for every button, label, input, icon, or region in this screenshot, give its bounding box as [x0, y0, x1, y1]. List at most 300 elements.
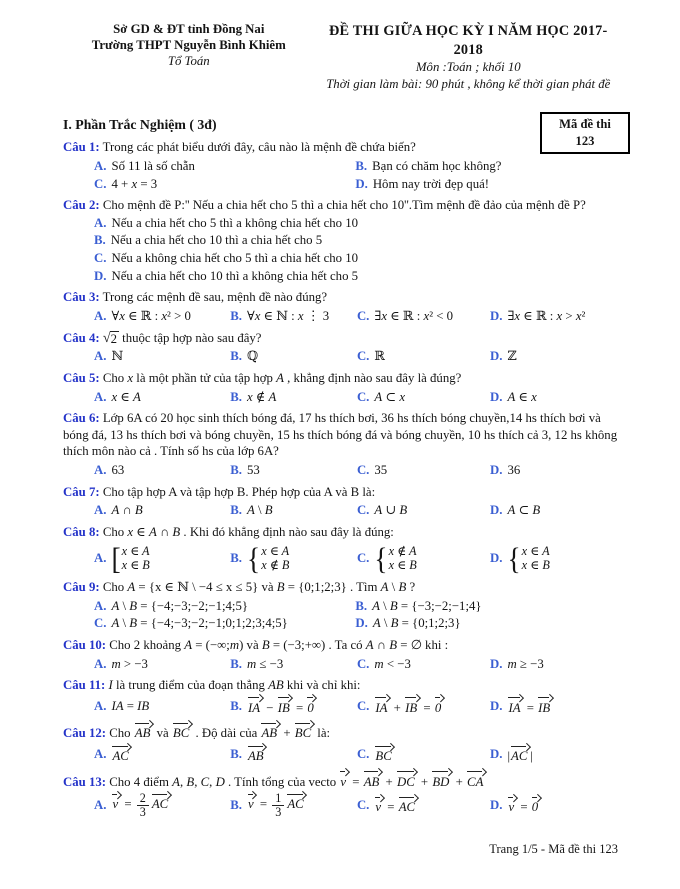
question-stem	[63, 637, 622, 654]
option-key: D.	[489, 798, 503, 813]
vector: v	[247, 792, 257, 813]
option-text: x ∉ A	[246, 389, 277, 404]
question	[63, 677, 622, 716]
question-text: Cho AB và BC . Độ dài của AB + BC là:	[109, 726, 330, 740]
math-var: m	[111, 656, 121, 671]
option-text: ℝ	[374, 349, 386, 364]
option-text: ℚ	[246, 349, 259, 364]
option	[94, 462, 230, 479]
question-stem	[63, 484, 622, 501]
question-label: Câu 12:	[63, 726, 107, 741]
option	[490, 308, 622, 325]
math-var: x	[119, 308, 125, 323]
option-key: D.	[489, 389, 503, 404]
math-var: A	[184, 637, 193, 652]
option-text	[247, 744, 267, 765]
option-key: C.	[356, 550, 370, 565]
option-text: IA = IB	[507, 696, 553, 717]
vector: 0	[434, 696, 444, 717]
question-stem	[63, 330, 622, 347]
option-key: D.	[489, 463, 503, 478]
option-key: A.	[94, 308, 107, 323]
option-key: A.	[94, 503, 107, 518]
option	[94, 158, 355, 175]
option-key: A.	[94, 698, 107, 713]
option-key: D.	[489, 698, 503, 713]
option-key: A.	[94, 349, 107, 364]
math-var: x	[297, 308, 304, 323]
option	[357, 696, 490, 717]
option-key: B.	[230, 389, 242, 404]
math-var: x	[531, 389, 537, 404]
question-label: Câu 2:	[63, 198, 100, 213]
option-key: B.	[355, 598, 368, 613]
option	[230, 389, 357, 406]
question-label: Câu 10:	[63, 637, 107, 652]
cases-line: x ∉ B	[261, 558, 290, 573]
question	[63, 289, 622, 324]
exam-title: ĐỀ THI GIỮA HỌC KỲ I NĂM HỌC 2017-2018	[329, 23, 608, 58]
cases-group	[374, 540, 417, 576]
option-text: Bạn có chăm học không?	[372, 158, 502, 173]
exam-title-block	[315, 22, 622, 92]
vector: AC	[398, 795, 418, 816]
subject-line: Môn :Toán ; khối 10	[415, 60, 521, 75]
math-var: A	[374, 503, 383, 518]
math-var: B	[389, 598, 398, 613]
math-var: A	[276, 370, 284, 385]
cases-line: x ∈ B	[121, 558, 150, 573]
math-var: A	[246, 503, 255, 518]
math-var: x	[131, 176, 138, 191]
vector: IB	[537, 696, 553, 717]
math-var: m	[507, 656, 517, 671]
cases-group	[507, 540, 550, 576]
math-var: B	[264, 503, 273, 518]
numerator: 1	[272, 792, 284, 806]
option	[355, 158, 622, 175]
option-text: ∀x ∈ ℝ : x² > 0	[111, 308, 191, 323]
math-var: AB	[268, 678, 284, 693]
option-key: B.	[355, 158, 368, 173]
option	[94, 744, 230, 765]
math-var: I	[108, 678, 113, 693]
radical-sign: √	[102, 329, 111, 346]
question-text: Lớp 6A có 20 học sinh thích bóng đá, 17 hs thích bơi, 36 hs thích bóng chuyền,14 hs thích bơi và bóng đá, 13 hs thích bơi và bóng chuyền, 15 hs thích bóng đá và bóng chuyền, 10 hs thích cả 3, 12 hs không thích môn nào cả . Tính số hs của lớp 6A?	[63, 411, 618, 459]
vector: IA	[374, 696, 390, 717]
math-var: A	[507, 503, 516, 518]
option	[357, 462, 490, 479]
cases-lines	[389, 544, 417, 573]
option	[357, 389, 490, 406]
question	[63, 579, 622, 632]
math-var: A	[111, 598, 120, 613]
option-key: D.	[489, 349, 503, 364]
option-text: |AC |	[507, 744, 532, 765]
option-text: Nếu a chia hết cho 5 thì a không chia hết cho 10	[111, 215, 359, 230]
cases-group	[111, 540, 150, 576]
option-text	[111, 540, 150, 576]
fraction	[272, 792, 284, 819]
question-text: Cho 2 khoảng A = (−∞;m) và B = (−3;+∞) . Ta có A ∩ B = ∅ khi :	[109, 637, 449, 652]
options	[94, 461, 622, 479]
question-stem	[63, 289, 622, 306]
question-stem	[63, 197, 622, 214]
math-var: D	[215, 774, 225, 789]
question	[63, 721, 622, 764]
math-var: A	[268, 389, 277, 404]
option-text	[246, 540, 290, 576]
question-text: Cho 4 điểm A, B, C, D . Tính tổng của vecto v = AB + DC + BD + CA	[109, 775, 486, 789]
option-text: A \ B	[246, 503, 273, 518]
question-stem	[63, 370, 622, 387]
vector: v	[111, 792, 121, 813]
options	[94, 791, 622, 819]
question	[63, 524, 622, 574]
math-var: A	[365, 637, 374, 652]
vector: 0	[531, 795, 541, 816]
option	[94, 502, 230, 519]
option	[94, 176, 355, 193]
option-key: A.	[94, 656, 107, 671]
option-text	[507, 540, 550, 576]
cases-brace: {	[246, 540, 261, 576]
vector: v	[374, 795, 384, 816]
option	[490, 502, 622, 519]
options	[94, 215, 622, 285]
math-var: x	[423, 308, 430, 323]
math-var: A	[507, 389, 516, 404]
question	[63, 484, 622, 519]
option	[94, 792, 230, 819]
question-stem	[63, 139, 622, 156]
option	[357, 744, 490, 765]
vector: IA	[507, 696, 523, 717]
option-text: ∃x ∈ ℝ : x > x²	[507, 308, 586, 323]
vector: IB	[404, 696, 420, 717]
math-var: x	[127, 524, 134, 539]
question	[63, 410, 622, 479]
option-key: B.	[230, 349, 242, 364]
option-text: x ∈ A	[111, 389, 141, 404]
option-key: D.	[489, 656, 503, 671]
option	[94, 598, 355, 615]
question-text: I là trung điểm của đoạn thẳng AB khi và chỉ khi:	[108, 678, 361, 693]
option-key: B.	[230, 798, 242, 813]
option	[94, 308, 230, 325]
option-text	[374, 540, 417, 576]
options	[94, 157, 622, 192]
math-var: B	[398, 580, 407, 594]
numerator: 2	[137, 792, 149, 806]
option-text: m < −3	[374, 656, 411, 671]
vector: AC	[151, 792, 171, 813]
duration-line: Thời gian làm bài: 90 phút , không kể thời gian phát đề	[326, 76, 611, 91]
page-footer: Trang 1/5 - Mã đề thi 123	[489, 841, 618, 856]
option-key: B.	[230, 550, 242, 565]
denominator: 3	[139, 805, 146, 819]
question	[63, 770, 622, 819]
option-key: B.	[230, 308, 242, 323]
cases-lines	[122, 544, 150, 573]
math-var: B	[134, 503, 143, 518]
option-key: C.	[94, 176, 107, 191]
sqrt	[103, 331, 119, 347]
option-key: A.	[94, 215, 107, 230]
question-label: Câu 1:	[63, 140, 100, 155]
option	[230, 502, 357, 519]
math-var: A	[111, 503, 120, 518]
option	[357, 502, 490, 519]
question-text: Trong các mệnh đề sau, mệnh đề nào đúng?	[102, 290, 328, 305]
option-key: B.	[230, 698, 242, 713]
option-key: C.	[356, 349, 370, 364]
option-key: C.	[356, 503, 370, 518]
question	[63, 197, 622, 284]
option	[94, 696, 230, 717]
option-text: 63	[111, 463, 125, 478]
option-key: D.	[489, 503, 503, 518]
vector: BC	[374, 744, 394, 765]
math-var: x	[161, 308, 168, 323]
option	[355, 598, 622, 615]
option	[230, 656, 357, 673]
math-var: C	[200, 774, 210, 789]
option-text: IA + IB = 0	[374, 696, 444, 717]
options	[94, 307, 622, 325]
option-text: IA = IB	[111, 698, 150, 713]
question-stem	[63, 721, 622, 742]
option-key: C.	[356, 798, 370, 813]
option-text: 36	[507, 463, 521, 478]
cases-line: x ∉ A	[388, 543, 417, 558]
question	[63, 637, 622, 672]
option-text: m > −3	[111, 656, 148, 671]
option-text: v = 0	[507, 795, 541, 816]
math-var: B	[399, 503, 408, 518]
option-key: D.	[94, 268, 107, 283]
option-text: 35	[374, 463, 388, 478]
options	[94, 655, 622, 673]
exam-code-box	[540, 112, 630, 154]
math-var: x	[399, 389, 406, 404]
option-text: A ∩ B	[111, 503, 143, 518]
math-var: B	[186, 774, 195, 789]
cases-line: x ∈ A	[261, 543, 290, 558]
option-text: v = $\frac{2}{3}$ AC	[111, 792, 171, 819]
math-var: x	[127, 370, 134, 385]
option-text: IA − IB = 0	[247, 696, 317, 717]
cases-line: x ∈ A	[521, 543, 550, 558]
option-text: A ⊂ B	[507, 503, 541, 518]
question-stem	[63, 677, 622, 694]
option	[490, 462, 622, 479]
option-text: A \ B = {−4;−3;−2;−1;4;5}	[111, 598, 249, 613]
math-var: A	[374, 389, 383, 404]
school-name: Trường THPT Nguyễn Bình Khiêm	[91, 37, 286, 52]
option-text: v = AC	[374, 795, 418, 816]
option-text: A ⊂ x	[374, 389, 406, 404]
option-key: B.	[230, 503, 242, 518]
option-text: 53	[246, 463, 260, 478]
option-text: ∃x ∈ ℝ : x² < 0	[374, 308, 454, 323]
math-var: IB	[137, 698, 150, 713]
math-var: B	[532, 503, 541, 518]
option	[94, 232, 622, 249]
option-text: v = $\frac{1}{3}$ AC	[247, 792, 307, 819]
option	[94, 348, 230, 365]
question-label: Câu 4:	[63, 330, 100, 345]
option-key: D.	[355, 176, 368, 191]
department-name: Sở GD & ĐT tỉnh Đồng Nai	[113, 22, 265, 36]
option-key: C.	[356, 698, 370, 713]
vector: AC	[111, 744, 131, 765]
option-text: m ≤ −3	[246, 656, 284, 671]
vector: v	[339, 770, 349, 791]
question-label: Câu 11:	[63, 678, 106, 693]
cases-lines	[261, 544, 289, 573]
math-var: m	[229, 637, 240, 652]
option	[94, 389, 230, 406]
question-label: Câu 9:	[63, 580, 100, 594]
option	[357, 792, 490, 819]
option	[357, 656, 490, 673]
option	[355, 615, 622, 632]
fraction	[137, 792, 149, 819]
question-label: Câu 7:	[63, 484, 100, 499]
math-var: A	[372, 598, 380, 613]
cases-group	[246, 540, 290, 576]
vector: AB	[363, 770, 383, 791]
question-text: Cho tập hợp A và tập hợp B. Phép hợp của A và B là:	[102, 484, 376, 499]
vector: BD	[431, 770, 452, 791]
document-header	[63, 22, 622, 92]
exam-code-value: 123	[575, 134, 595, 148]
vector: IB	[277, 696, 293, 717]
question	[63, 330, 622, 365]
cases-line: x ∈ B	[521, 558, 550, 573]
question-label: Câu 5:	[63, 370, 100, 385]
question-stem	[63, 770, 622, 791]
math-var: x	[111, 389, 118, 404]
math-var: B	[276, 580, 285, 594]
question-label: Câu 8:	[63, 524, 100, 539]
vector: CA	[466, 770, 486, 791]
option	[230, 308, 357, 325]
option	[357, 348, 490, 365]
option-key: A.	[94, 389, 107, 404]
option-text: Số 11 là số chẵn	[111, 158, 195, 173]
options	[94, 597, 622, 632]
math-var: x	[575, 308, 582, 323]
option	[490, 744, 622, 765]
question-text: Cho x ∈ A ∩ B . Khi đó khẳng định nào sau đây là đúng:	[102, 524, 394, 539]
option	[490, 792, 622, 819]
option-key: B.	[230, 463, 242, 478]
options	[94, 388, 622, 406]
option	[490, 348, 622, 365]
math-var: B	[129, 616, 138, 631]
math-var: x	[381, 308, 388, 323]
math-var: B	[389, 637, 398, 652]
option	[356, 540, 490, 576]
option-text: A \ B = {−4;−3;−2;−1;0;1;2;3;4;5}	[111, 616, 288, 631]
question-label: Câu 13:	[63, 774, 107, 789]
option	[357, 308, 490, 325]
option	[230, 792, 357, 819]
option-text: A ∈ x	[507, 389, 537, 404]
option-text	[374, 744, 394, 765]
math-var: A	[172, 774, 180, 789]
option	[489, 540, 622, 576]
math-var: B	[390, 616, 399, 631]
option	[355, 176, 622, 193]
option	[230, 348, 357, 365]
option-key: A.	[94, 550, 107, 565]
option-text: Nếu a không chia hết cho 5 thì a chia hết cho 10	[111, 251, 359, 266]
vector: AB	[260, 721, 280, 742]
cases-brace: {	[374, 540, 388, 576]
question-list	[63, 139, 622, 818]
option-key: A.	[94, 747, 107, 761]
option-key: A.	[94, 463, 107, 478]
option	[94, 215, 622, 232]
options	[94, 501, 622, 519]
option	[230, 462, 357, 479]
option-key: B.	[94, 233, 106, 248]
math-var: A	[148, 524, 157, 539]
option	[94, 250, 622, 267]
option-key: D.	[489, 747, 503, 761]
option-text: ℕ	[111, 349, 124, 364]
option	[490, 389, 622, 406]
options	[94, 347, 622, 365]
option-text	[111, 744, 131, 765]
question-text: Cho mệnh đề P:'' Nếu a chia hết cho 5 thì a chia hết cho 10''.Tìm mệnh đề đảo của mệnh đề P?	[102, 198, 586, 213]
math-var: A	[380, 580, 389, 594]
vector: AB	[134, 721, 154, 742]
option-key: A.	[94, 598, 107, 613]
question	[63, 139, 622, 192]
option-text: A \ B = {0;1;2;3}	[372, 616, 461, 631]
option-text: m ≥ −3	[507, 656, 544, 671]
options	[94, 542, 622, 574]
section-title: I. Phần Trắc Nghiệm ( 3đ)	[63, 117, 217, 133]
option-key: A.	[94, 798, 107, 813]
question-stem	[63, 524, 622, 541]
vector: AC	[510, 744, 530, 765]
vector: AC	[286, 792, 306, 813]
option	[94, 540, 230, 576]
option-text: Nếu a chia hết cho 10 thì a chia hết cho 5	[110, 233, 323, 248]
question-text: Cho x là một phần tử của tập hợp A , khẳng định nào sau đây là đúng?	[102, 370, 462, 385]
math-var: A	[372, 616, 381, 631]
cases-line: x ∈ A	[121, 543, 150, 558]
cases-line: x ∈ B	[388, 558, 417, 573]
vector: BC	[294, 721, 314, 742]
vector: BC	[172, 721, 192, 742]
option-key: C.	[94, 251, 107, 266]
options	[94, 743, 622, 765]
vector: IA	[247, 696, 263, 717]
option-text: A ∪ B	[374, 503, 408, 518]
option-key: B.	[230, 747, 242, 761]
option	[230, 540, 357, 576]
math-var: A	[111, 616, 120, 631]
option	[94, 615, 355, 632]
math-var: A	[127, 580, 136, 594]
option-key: D.	[489, 550, 503, 565]
